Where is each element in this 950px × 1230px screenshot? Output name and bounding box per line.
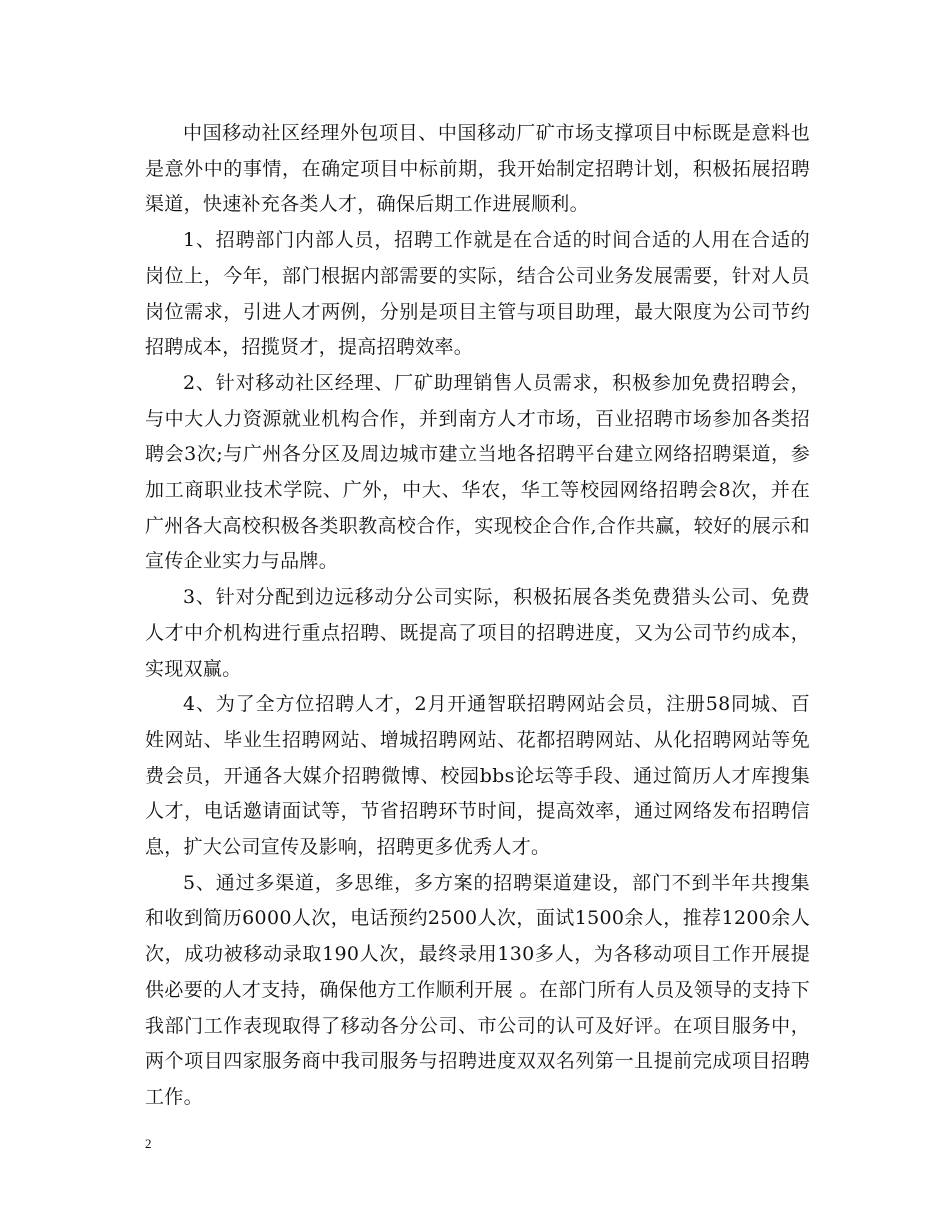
paragraph-item-1: 1、招聘部门内部人员，招聘工作就是在合适的时间合适的人用在合适的岗位上，今年，部门根据内部需要的实际，结合公司业务发展需要，针对人员岗位需求，引进人才两例，分别是项目主管与项目助理，最大限度为公司节约招聘成本，招揽贤才，提高招聘效率。 (145, 229, 810, 359)
document-body (145, 116, 810, 1116)
paragraph-item-3: 3、针对分配到边远移动分公司实际，积极拓展各类免费猎头公司、免费人才中介机构进行重点招聘、既提高了项目的招聘进度，又为公司节约成本，实现双赢。 (145, 586, 810, 680)
paragraph-intro: 中国移动社区经理外包项目、中国移动厂矿市场支撑项目中标既是意料也是意外中的事情，在确定项目中标前期，我开始制定招聘计划，积极拓展招聘渠道，快速补充各类人才，确保后期工作进展顺利。 (145, 122, 810, 216)
paragraph-item-2: 2、针对移动社区经理、厂矿助理销售人员需求，积极参加免费招聘会，与中大人力资源就业机构合作，并到南方人才市场，百业招聘市场参加各类招聘会3次;与广州各分区及周边城市建立当地各招聘平台建立网络招聘渠道，参加工商职业技术学院、广外，中大、华农，华工等校园网络招聘会8次，并在广州各大高校积极各类职教高校合作，实现校企合作,合作共赢，较好的展示和宣传企业实力与品牌。 (145, 371, 810, 573)
paragraph-item-4: 4、为了全方位招聘人才，2月开通智联招聘网站会员，注册58同城、百姓网站、毕业生招聘网站、增城招聘网站、花都招聘网站、从化招聘网站等免费会员，开通各大媒介招聘微博、校园bbs论坛等手段、通过简历人才库搜集人才，电话邀请面试等，节省招聘环节时间，提高效率，通过网络发布招聘信息，扩大公司宣传及影响，招聘更多优秀人才。 (145, 693, 810, 859)
paragraph-item-5: 5、通过多渠道，多思维，多方案的招聘渠道建设，部门不到半年共搜集和收到简历6000人次，电话预约2500人次，面试1500余人，推荐1200余人次，成功被移动录取190人次，最终录用130多人，为各移动项目工作开展提供必要的人才支持，确保他方工作顺利开展 。在部门所有人员及领导的支持下我部门工作表现取得了移动各分公司、市公司的认可及好评。在项目服务中，两个项目四家服务商中我司服务与招聘进度双双名列第一且提前完成项目招聘工作。 (145, 871, 810, 1108)
page-number: 2 (145, 1136, 152, 1151)
